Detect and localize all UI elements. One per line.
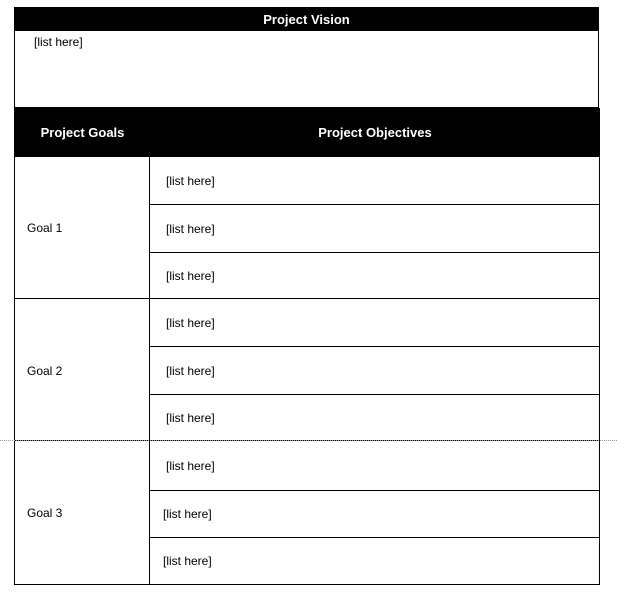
objective-cell[interactable]: [list here]	[166, 173, 215, 188]
project-vision-section	[14, 7, 599, 108]
objective-cell[interactable]: [list here]	[166, 459, 215, 473]
header-project-goals: Project Goals	[40, 125, 125, 140]
objective-cell[interactable]: [list here]	[166, 269, 215, 283]
objective-cell[interactable]: [list here]	[166, 411, 215, 425]
project-vision-title: Project Vision	[15, 8, 598, 31]
objective-cell[interactable]: [list here]	[166, 363, 215, 378]
objective-cell[interactable]: [list here]	[166, 315, 215, 330]
goal-group-2	[15, 299, 599, 442]
goal-cell[interactable]: Goal 2	[15, 299, 150, 442]
goals-objectives-table	[14, 108, 600, 585]
objective-cell[interactable]: [list here]	[163, 507, 212, 521]
goal-group-1	[15, 157, 599, 299]
goal-cell[interactable]: Goal 3	[15, 442, 150, 584]
header-project-objectives: Project Objectives	[318, 125, 432, 140]
table-header	[15, 108, 599, 157]
goal-cell[interactable]: Goal 1	[15, 157, 150, 299]
project-vision-body[interactable]: [list here]	[34, 35, 83, 49]
page-break-line	[0, 440, 617, 441]
goal-group-3	[15, 442, 599, 585]
objective-cell[interactable]: [list here]	[163, 554, 212, 568]
objective-cell[interactable]: [list here]	[166, 221, 215, 236]
